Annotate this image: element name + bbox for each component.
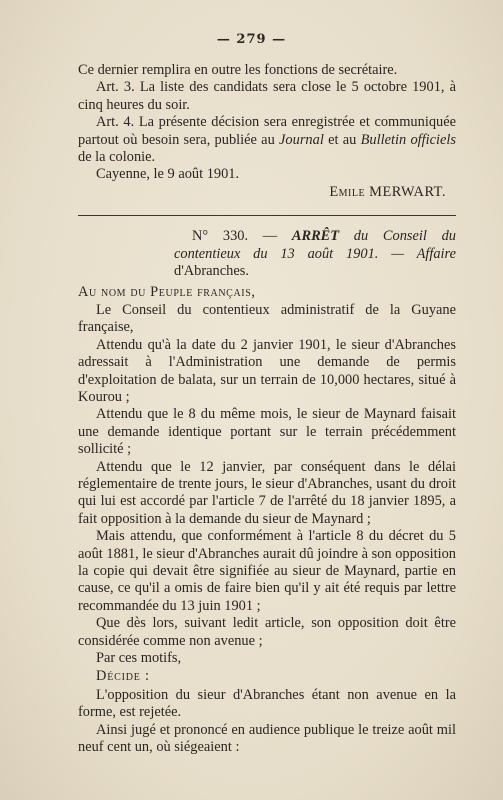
article-4-middle: et au bbox=[323, 131, 361, 148]
place-date: Cayenne, le 9 août 1901. bbox=[96, 166, 240, 183]
line-secretary: Ce dernier remplira en outre les fonctions de secrétaire. bbox=[78, 62, 398, 78]
signature: Emile MERWART. bbox=[329, 183, 446, 200]
arrete-title-caps: ARRÊT bbox=[291, 228, 340, 245]
paragraph-attendu-3: Attendu que le 12 janvier, par conséquent dans le délai réglementaire de trente jours, le sieur d'Abranches, usant du droit qui lui est accordé par l'article 7 de l'arrêté du 18 janvier 1895, a fait opposition à la demande du sieur de Maynard ; bbox=[78, 458, 456, 527]
arrete-title-part1: du Conseil du contentieux du 13 août 1901. — bbox=[174, 228, 456, 262]
paragraph-opposition: L'opposition du sieur d'Abranches étant non avenue en la forme, est rejetée. bbox=[78, 686, 456, 721]
paragraph-ainsi-juge: Ainsi jugé et prononcé en audience publique le treize août mil neuf cent un, où siégeaient : bbox=[78, 721, 456, 756]
au-nom-du-peuple: Au nom du Peuple français, bbox=[78, 284, 256, 301]
paragraph-que-des-lors: Que dès lors, suivant ledit article, son opposition doit être considérée comme non avenue ; bbox=[78, 615, 456, 649]
paragraph-conseil: Le Conseil du contentieux administratif de la Guyane française, bbox=[78, 301, 456, 336]
paragraph-attendu-1: Attendu qu'à la date du 2 janvier 1901, le sieur d'Abranches adressait à l'Administration une demande de permis d'exploitation de balata, sur un terrain de 10,000 hectares, situé à Kourou ; bbox=[78, 336, 456, 405]
section-divider bbox=[78, 215, 456, 216]
arrete-number: N° 330. — bbox=[192, 228, 292, 245]
bulletin-words: Bulletin officiels bbox=[360, 131, 456, 148]
article-4 bbox=[78, 114, 456, 166]
paragraph-attendu-2: Attendu que le 8 du même mois, le sieur de Maynard faisait une demande identique portant sur le terrain précédemment sollicité ; bbox=[78, 406, 456, 458]
affaire-word: Affaire bbox=[416, 245, 456, 262]
page-number: — 279 — bbox=[216, 32, 287, 47]
paragraph-par-ces-motifs: Par ces motifs, bbox=[96, 650, 182, 666]
arrete-title-part2: d'Abranches. bbox=[174, 263, 249, 280]
arrete-title bbox=[78, 228, 456, 280]
article-4-text: Art. 4. La présente décision sera enregistrée et communiquée partout où besoin sera, publiée au bbox=[78, 114, 456, 148]
journal-word: Journal bbox=[279, 131, 324, 148]
paragraph-mais-attendu: Mais attendu, que conformément à l'article 8 du décret du 5 août 1881, le sieur d'Abranches aurait dû joindre à son opposition la copie qui devait être signifiée au sieur de Maynard, partie en cause, ce qu'il a omis de faire bien qu'il y ait été requis par lettre recommandée du 13 juin 1901 ; bbox=[78, 528, 456, 614]
article-3: Art. 3. La liste des candidats sera close le 5 octobre 1901, à cinq heures du soir. bbox=[78, 79, 456, 113]
article-4-end: de la colonie. bbox=[78, 149, 156, 166]
decide-heading: Décide : bbox=[96, 668, 150, 685]
document-body bbox=[78, 62, 456, 756]
